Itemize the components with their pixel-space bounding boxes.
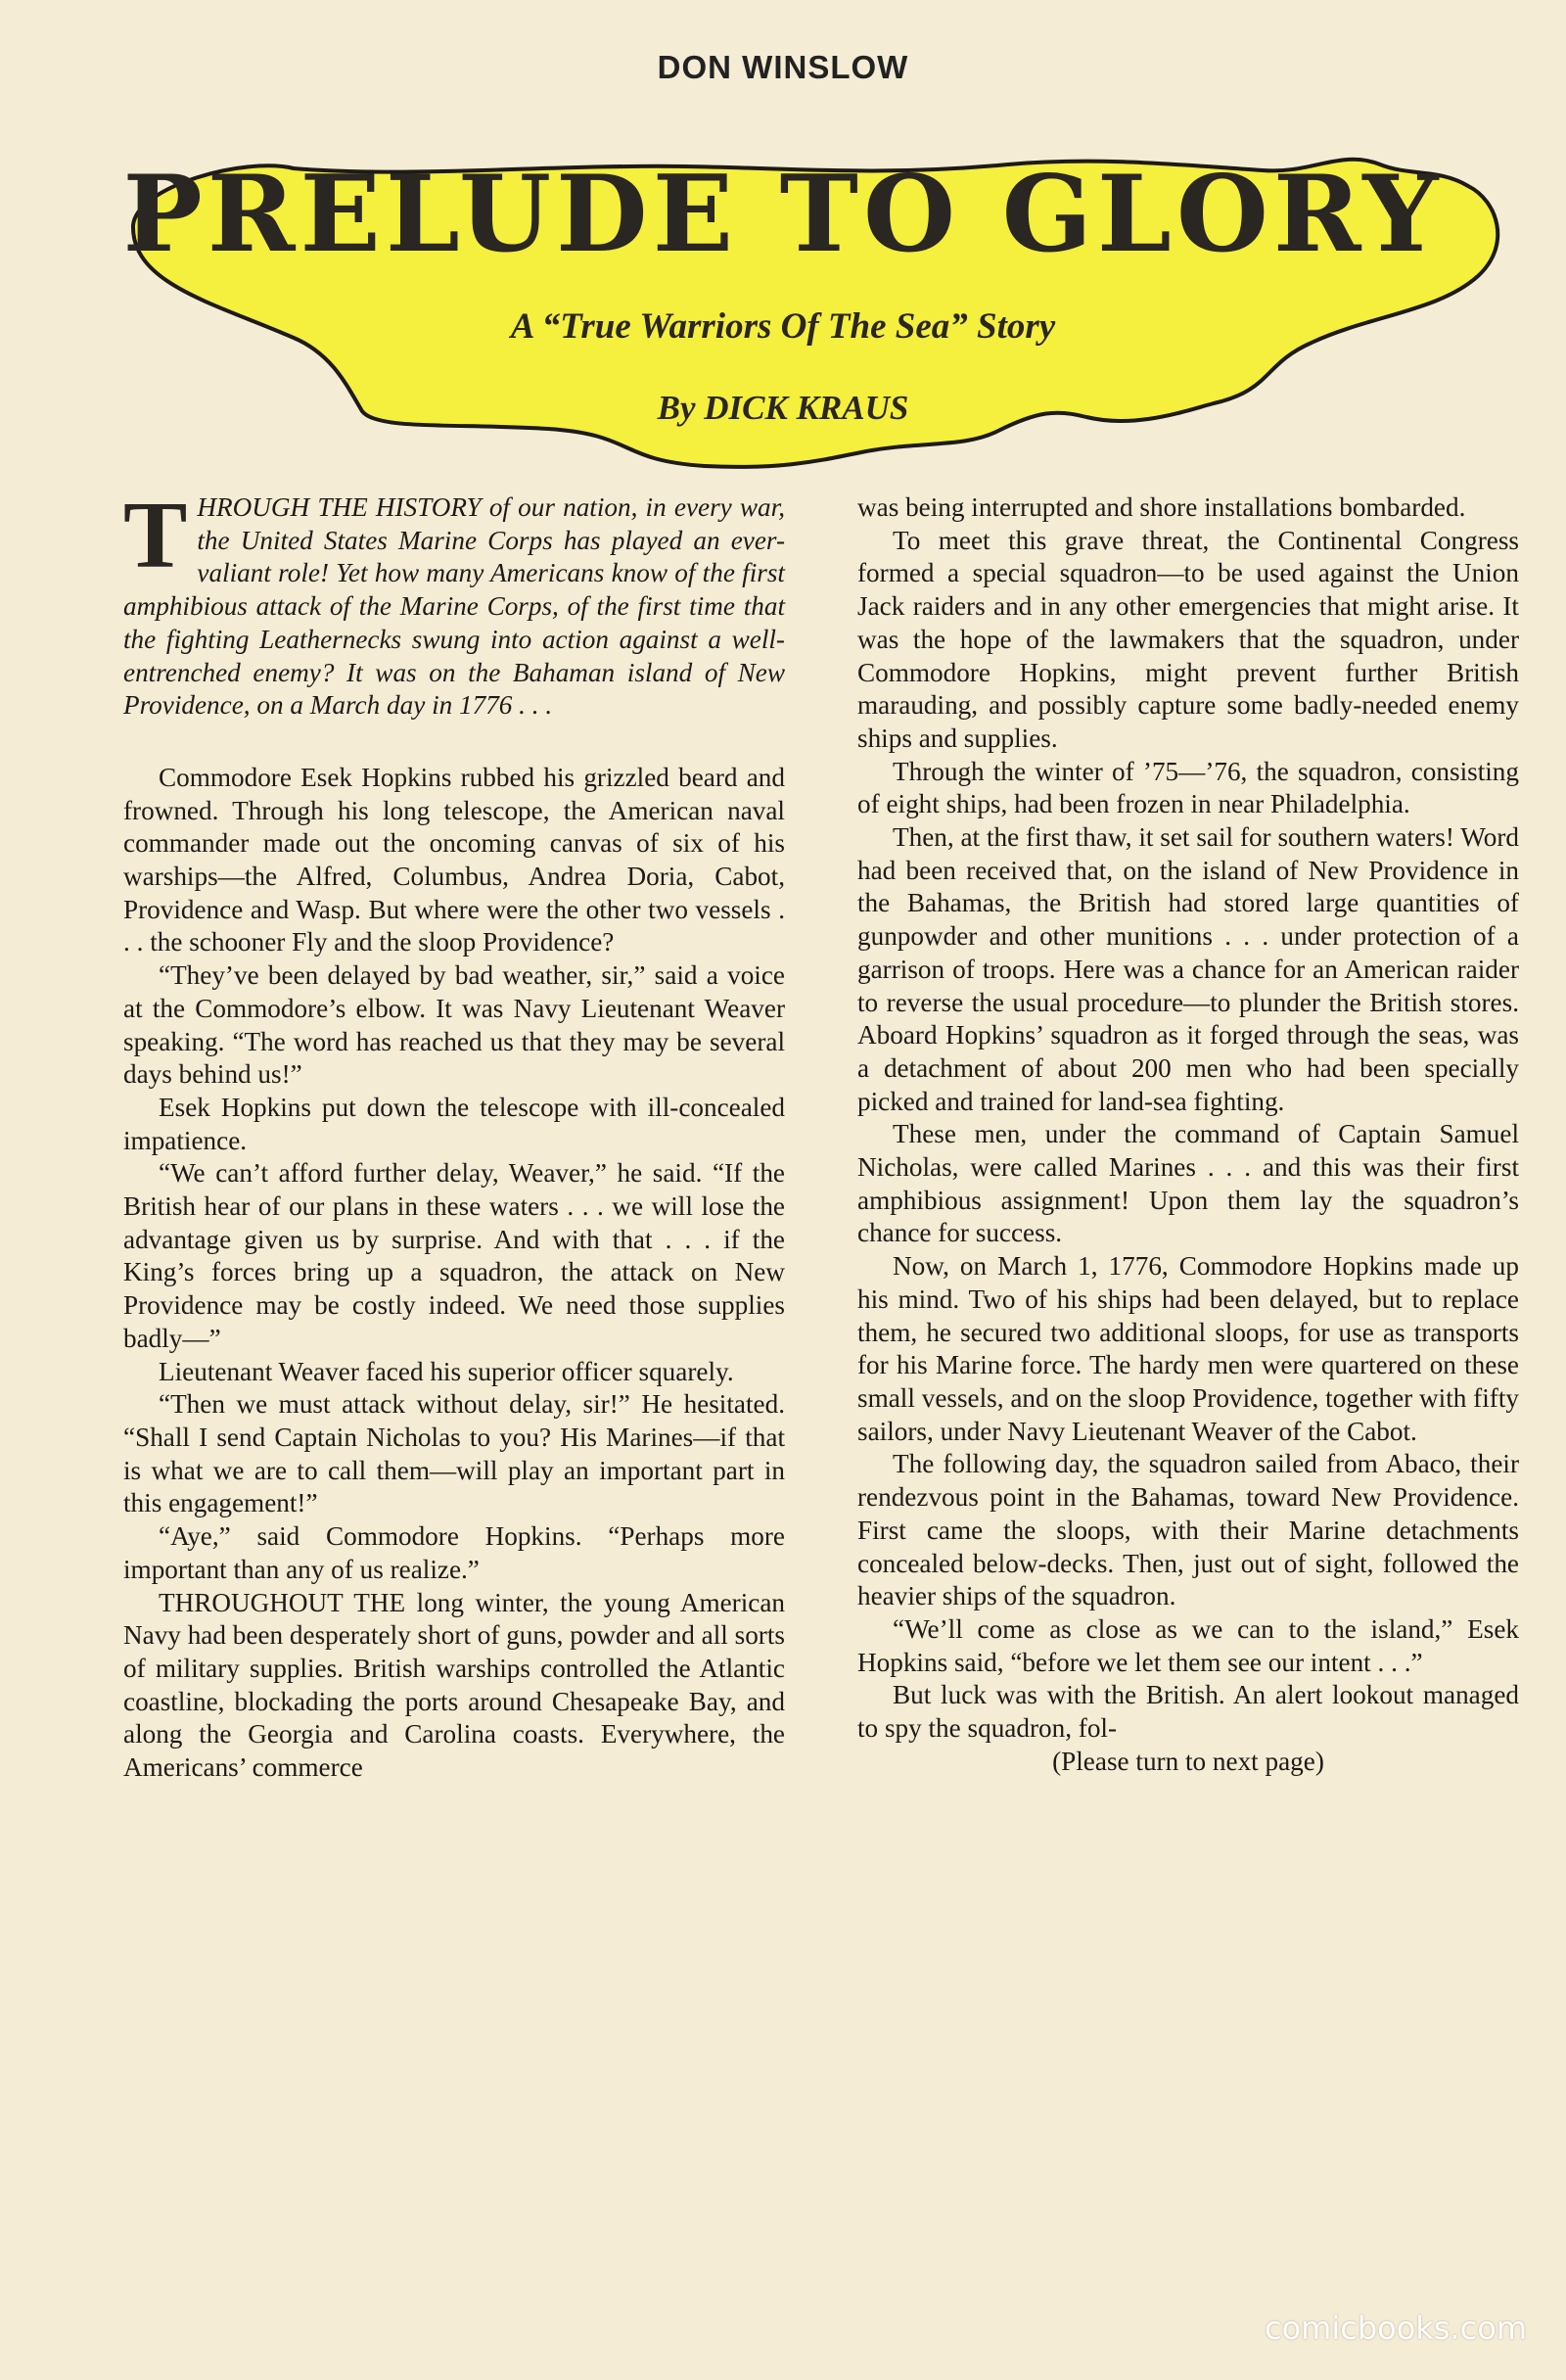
paragraph: “Aye,” said Commodore Hopkins. “Perhaps more important than any of us realize.” [123, 1521, 785, 1584]
paragraph: “We can’t afford further delay, Weaver,” he said. “If the British hear of our plans in these waters . . . we will lose the advantage given us by surprise. And with that . . . if the King’s forces bring up a squadron, the attack on New Providence may be costly indeed. We need those supplies badly—” [123, 1158, 785, 1353]
paragraph: Then, at the first thaw, it set sail for southern waters! Word had been received that, on the island of New Providence in the Bahamas, the British had stored large quantities of gunpowder and other munitions . . . under protection of a garrison of troops. Here was a chance for an American raider to reverse the usual procedure—to plunder the British stores. Aboard Hopkins’ squadron as it forged through the seas, was a detachment of about 200 men who had been specially picked and trained for land-sea fighting. [857, 822, 1519, 1116]
intro-text: HROUGH THE HISTORY of our nation, in every war, the United States Marine Corps has played an ever-valiant role! Yet how many Americans know of the first amphibious attack of the Marine Corps, of the first time that the fighting Leathernecks swung into action against a well-entrenched enemy? It was on the Bahaman island of New Providence, on a March day in 1776 . . . [123, 492, 785, 721]
paragraph: “Then we must attack without delay, sir!” He hesitated. “Shall I send Captain Nicholas to you? His Marines—if that is what we are to call them—will play an important part in this engagement!” [123, 1389, 785, 1518]
story-subtitle: A “True Warriors Of The Sea” Story [510, 306, 1056, 347]
watermark: comicbooks.com [1264, 2310, 1527, 2347]
paragraph: Esek Hopkins put down the telescope with ill-concealed impatience. [123, 1092, 785, 1155]
paragraph: To meet this grave threat, the Continental Congress formed a special squadron—to be used against the Union Jack raiders and in any other emergencies that might arise. It was the hope of the lawmakers that the squadron, under Commodore Hopkins, might prevent further British marauding, and possibly capture some badly-needed enemy ships and supplies. [857, 525, 1519, 753]
right-column [857, 491, 1519, 1778]
paragraph: These men, under the command of Captain Samuel Nicholas, were called Marines . . . and this was their first amphibious assignment! Upon them lay the squadron’s chance for success. [857, 1119, 1519, 1248]
paragraph: “We’ll come as close as we can to the island,” Esek Hopkins said, “before we let them see our intent . . .” [857, 1613, 1519, 1677]
story-title: PRELUDE TO GLORY [122, 153, 1444, 276]
paragraph: Commodore Esek Hopkins rubbed his grizzled beard and frowned. Through his long telescope, the American naval commander made out the oncoming canvas of six of his warships—the Alfred, Columbus, Andrea Doria, Cabot, Providence and Wasp. But where were the other two vessels . . . the schooner Fly and the sloop Providence? [123, 762, 785, 957]
paragraph: The following day, the squadron sailed from Abaco, their rendezvous point in the Bahamas, toward New Providence. First came the sloops, with their Marine detachments concealed below-decks. Then, just out of sight, followed the heavier ships of the squadron. [857, 1449, 1519, 1611]
drop-cap: T [123, 483, 188, 588]
story-byline: By DICK KRAUS [657, 389, 909, 427]
continuation-note: (Please turn to next page) [1052, 1746, 1324, 1776]
paragraph: Now, on March 1, 1776, Commodore Hopkins made up his mind. Two of his ships had been delayed, but to replace them, he secured two additional sloops, for use as transports for his Marine force. The hardy men were quartered on these small vessels, and on the sloop Providence, together with fifty sailors, under Navy Lieutenant Weaver of the Cabot. [857, 1251, 1519, 1446]
paragraph: “They’ve been delayed by bad weather, sir,” said a voice at the Commodore’s elbow. It was Navy Lieutenant Weaver speaking. “The word has reached us that they may be several days behind us!” [123, 960, 785, 1090]
paragraph: Through the winter of ’75—’76, the squadron, consisting of eight ships, had been frozen in near Philadelphia. [857, 756, 1519, 819]
paragraph: But luck was with the British. An alert lookout managed to spy the squadron, fol- [857, 1680, 1519, 1744]
left-column [123, 483, 785, 1785]
intro-paragraph [123, 483, 785, 723]
paragraph: THROUGHOUT THE long winter, the young American Navy had been desperately short of guns, powder and all sorts of military supplies. British warships controlled the Atlantic coastline, blockading the ports around Chesapeake Bay, and along the Georgia and Carolina coasts. Everywhere, the Americans’ commerce [123, 1587, 785, 1783]
running-head: DON WINSLOW [657, 49, 909, 85]
paragraph: Lieutenant Weaver faced his superior officer squarely. [159, 1356, 734, 1386]
paragraph: was being interrupted and shore installations bombarded. [857, 492, 1466, 522]
